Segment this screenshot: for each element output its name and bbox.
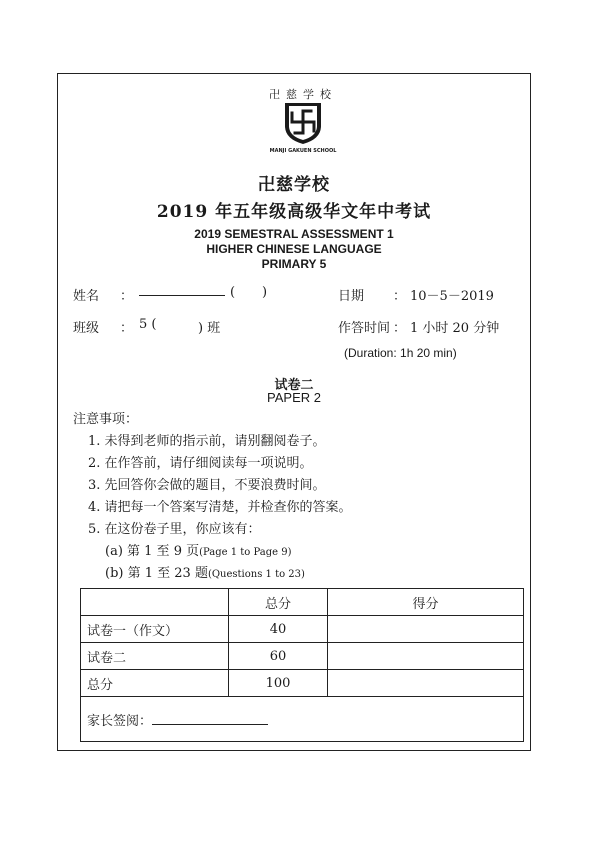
parent-signature-cell[interactable] <box>81 697 524 742</box>
pages-count-text: (a) 第 1 至 9 页 <box>105 544 200 559</box>
instruction-subitem-questions <box>105 562 305 581</box>
instruction-item: 2. 在作答前，请仔细阅读每一项说明。 <box>88 456 313 471</box>
name-colon: ： <box>120 289 134 304</box>
exam-title: 2019 年五年级高级华文年中考试 <box>156 202 432 222</box>
class-label: 班级 <box>73 321 100 336</box>
parent-signature-line[interactable] <box>152 724 268 725</box>
marks-obtained-cell[interactable] <box>328 670 524 697</box>
register-number-close: ) <box>262 285 268 300</box>
instruction-item: 4. 请把每一个答案写清楚，并检查你的答案。 <box>88 500 352 515</box>
register-number-open: ( <box>230 285 236 300</box>
marks-obtained-cell[interactable] <box>328 643 524 670</box>
instruction-item: 5. 在这份卷子里，你应该有： <box>88 522 261 537</box>
time-label: 作答时间 <box>338 321 391 336</box>
questions-count-text: (b) 第 1 至 23 题 <box>105 566 208 581</box>
pages-count-english: (Page 1 to Page 9) <box>199 547 292 558</box>
name-field[interactable] <box>139 285 225 300</box>
parent-signature-label: 家长签阅： <box>87 713 153 729</box>
class-colon: ： <box>120 321 134 336</box>
paper-title-cn: 试卷二 <box>274 378 314 393</box>
row-label: 试卷二 <box>81 643 229 670</box>
shield-emblem-icon <box>280 100 326 146</box>
instruction-item: 3. 先回答你会做的题目，不要浪费时间。 <box>88 478 326 493</box>
total-marks: 40 <box>229 616 328 643</box>
table-header-cell: 得分 <box>328 589 524 616</box>
row-label: 总分 <box>81 670 229 697</box>
instructions-title: 注意事项： <box>73 412 139 427</box>
table-row <box>81 643 524 670</box>
date-value: 10－5－2019 <box>410 289 494 304</box>
school-logo <box>258 86 348 160</box>
class-value-prefix: 5 ( <box>139 317 157 332</box>
logo-caption: MANJI GAKUEN SCHOOL <box>269 148 337 154</box>
marks-obtained-cell[interactable] <box>328 616 524 643</box>
table-header-cell <box>81 589 229 616</box>
date-colon: ： <box>393 289 407 304</box>
table-header-cell: 总分 <box>229 589 328 616</box>
duration-note: (Duration: 1h 20 min) <box>344 346 457 360</box>
date-label: 日期 <box>338 289 365 304</box>
questions-count-english: (Questions 1 to 23) <box>207 569 305 580</box>
row-label: 试卷一（作文） <box>81 616 229 643</box>
table-header-row <box>81 589 524 616</box>
name-label: 姓名 <box>73 289 100 304</box>
total-marks: 60 <box>229 643 328 670</box>
english-subject-title: HIGHER CHINESE LANGUAGE <box>206 242 382 256</box>
table-row <box>81 670 524 697</box>
english-level-title: PRIMARY 5 <box>261 257 327 271</box>
table-row <box>81 616 524 643</box>
signature-row <box>81 697 524 742</box>
school-name: 卍慈学校 <box>258 175 330 195</box>
score-table <box>80 588 524 742</box>
paper-title-en: PAPER 2 <box>267 390 321 405</box>
class-value-suffix: ) 班 <box>198 321 221 336</box>
total-marks: 100 <box>229 670 328 697</box>
instruction-item: 1. 未得到老师的指示前，请别翻阅卷子。 <box>88 434 326 449</box>
time-value: 1 小时 20 分钟 <box>410 321 500 336</box>
logo-motto: 卍慈学校 <box>269 88 337 101</box>
time-colon: ： <box>393 321 407 336</box>
english-assessment-title: 2019 SEMESTRAL ASSESSMENT 1 <box>194 227 394 241</box>
instruction-subitem-pages <box>105 540 292 559</box>
